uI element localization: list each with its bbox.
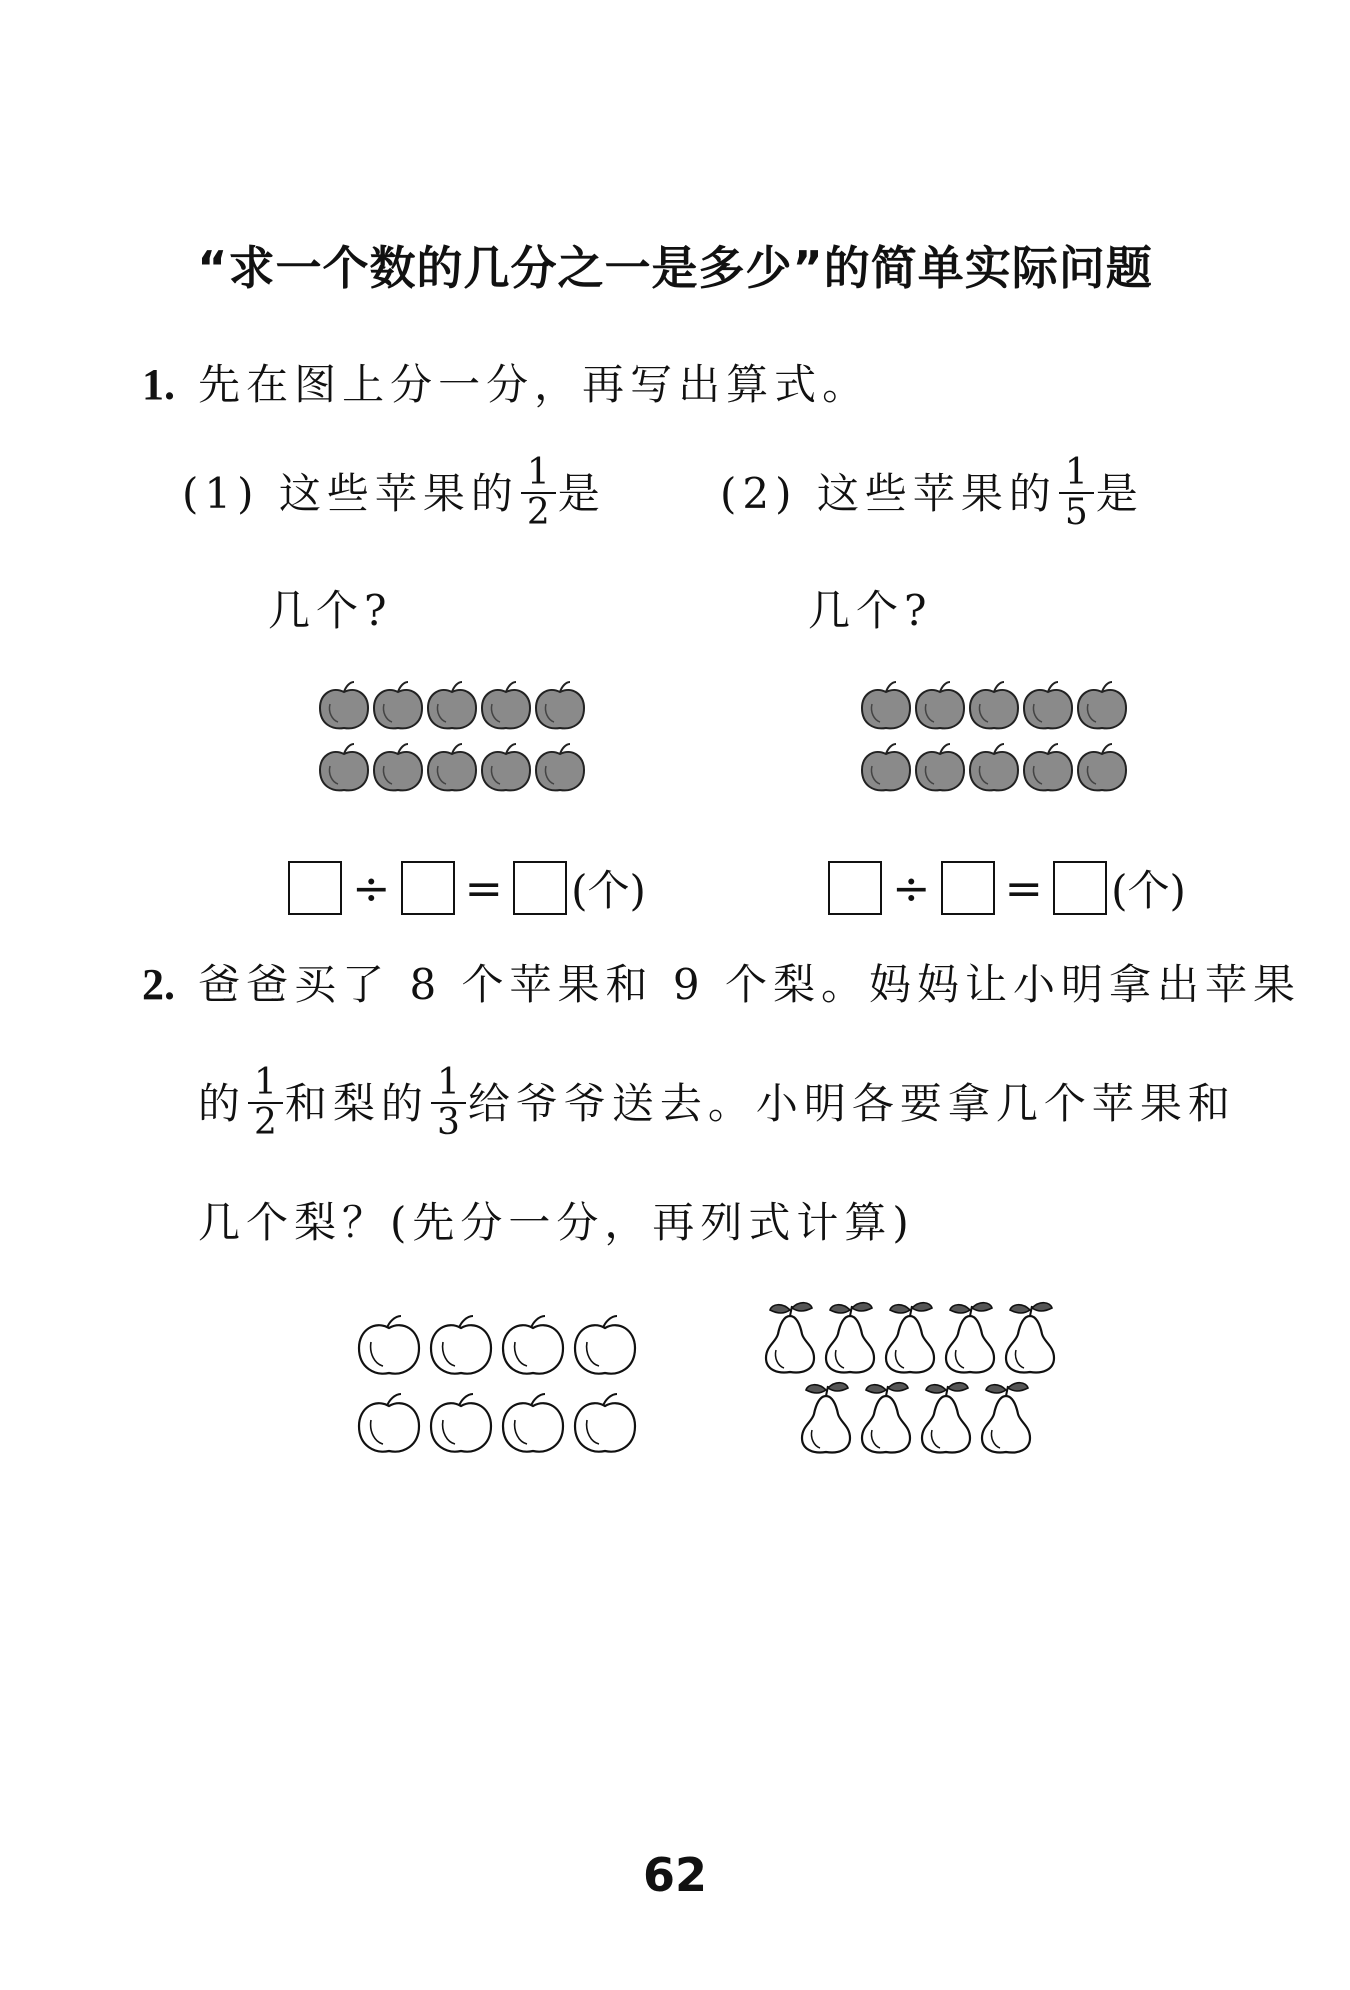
pear-icon bbox=[1006, 1303, 1054, 1373]
fraction-denominator: 5 bbox=[1064, 491, 1088, 533]
unit-label: (个) bbox=[571, 866, 646, 915]
apple-icon bbox=[1078, 682, 1126, 728]
apple-icon bbox=[482, 682, 530, 728]
unit-label: (个) bbox=[1111, 866, 1186, 915]
q1-part2-prompt bbox=[720, 452, 1144, 536]
apple-icon bbox=[862, 682, 910, 728]
apple-icon bbox=[503, 1316, 563, 1374]
pear-icon bbox=[886, 1303, 934, 1373]
apple-icon bbox=[970, 682, 1018, 728]
apple-icon bbox=[575, 1316, 635, 1374]
apple-icon bbox=[916, 744, 964, 790]
apple-icon bbox=[503, 1394, 563, 1452]
question-1-text: 先在图上分一分，再写出算式。 bbox=[198, 360, 871, 409]
equals-symbol: = bbox=[1004, 861, 1044, 915]
apple-icon bbox=[359, 1316, 419, 1374]
fraction-numerator: 1 bbox=[521, 454, 556, 494]
question-1-header bbox=[142, 352, 870, 412]
question-2-line3: 几个梨？(先分一分，再列式计算) bbox=[198, 1198, 915, 1247]
question-2-number: 2. bbox=[142, 960, 175, 1009]
q2-apples[interactable] bbox=[355, 1312, 655, 1462]
pear-icon bbox=[862, 1383, 910, 1453]
question-1-number: 1. bbox=[142, 360, 175, 409]
q1-part2-text-after: 是 bbox=[1095, 468, 1144, 518]
apple-icon bbox=[916, 682, 964, 728]
apple-icon bbox=[431, 1394, 491, 1452]
q1-part2-apples[interactable] bbox=[860, 678, 1130, 798]
q1-part1-fraction bbox=[521, 454, 556, 532]
apple-icon bbox=[536, 744, 584, 790]
dividend-box[interactable] bbox=[288, 861, 342, 915]
quotient-box[interactable] bbox=[513, 861, 567, 915]
q1-part1-prompt bbox=[182, 452, 606, 536]
fraction-numerator: 1 bbox=[1059, 454, 1094, 494]
apple-icon bbox=[320, 744, 368, 790]
divide-symbol: ÷ bbox=[892, 861, 931, 915]
apple-icon bbox=[970, 744, 1018, 790]
q2-fraction-apples bbox=[248, 1064, 283, 1142]
q1-part1-label: (1) bbox=[182, 468, 260, 518]
divisor-box[interactable] bbox=[401, 861, 455, 915]
q2-line2-a: 的 bbox=[198, 1078, 247, 1128]
pear-icon bbox=[946, 1303, 994, 1373]
apple-icon bbox=[1024, 744, 1072, 790]
equals-symbol: = bbox=[464, 861, 504, 915]
apple-icon bbox=[428, 744, 476, 790]
apple-icon bbox=[359, 1394, 419, 1452]
q2-fraction-pears bbox=[431, 1064, 466, 1142]
fraction-denominator: 2 bbox=[254, 1101, 277, 1143]
apple-icon bbox=[862, 744, 910, 790]
q1-part2-line2: 几个? bbox=[808, 586, 933, 635]
apple-icon bbox=[374, 682, 422, 728]
apple-icon bbox=[320, 682, 368, 728]
fraction-numerator: 1 bbox=[431, 1064, 466, 1104]
pear-icon bbox=[766, 1303, 814, 1373]
apple-icon bbox=[575, 1394, 635, 1452]
pear-icon bbox=[982, 1383, 1030, 1453]
apple-icon bbox=[536, 682, 584, 728]
apple-icon bbox=[374, 744, 422, 790]
q1-part2-label: (2) bbox=[720, 468, 798, 518]
fraction-denominator: 2 bbox=[526, 491, 550, 533]
apple-icon bbox=[428, 682, 476, 728]
q2-line2-c: 给爷爷送去。小明各要拿几个苹果和 bbox=[467, 1078, 1236, 1128]
q1-part1-text-after: 是 bbox=[557, 468, 606, 518]
divide-symbol: ÷ bbox=[352, 861, 391, 915]
fraction-denominator: 3 bbox=[436, 1101, 460, 1143]
q2-line2-b: 和梨的 bbox=[284, 1078, 429, 1128]
apple-icon bbox=[431, 1316, 491, 1374]
question-2-line2 bbox=[198, 1062, 1236, 1146]
pear-icon bbox=[802, 1383, 850, 1453]
fraction-numerator: 1 bbox=[248, 1064, 283, 1104]
pear-icon bbox=[922, 1383, 970, 1453]
q1-part1-apples[interactable] bbox=[318, 678, 588, 798]
quotient-box[interactable] bbox=[1053, 861, 1107, 915]
dividend-box[interactable] bbox=[828, 861, 882, 915]
q1-part2-text-before: 这些苹果的 bbox=[816, 468, 1057, 518]
divisor-box[interactable] bbox=[941, 861, 995, 915]
q1-part2-fraction bbox=[1059, 454, 1094, 532]
q1-part1-equation bbox=[288, 858, 646, 918]
q2-pears[interactable] bbox=[760, 1288, 1080, 1468]
apple-icon bbox=[1078, 744, 1126, 790]
apple-icon bbox=[1024, 682, 1072, 728]
q1-part1-line2: 几个? bbox=[268, 586, 393, 635]
question-2-text-line1: 爸爸买了 8 个苹果和 9 个梨。妈妈让小明拿出苹果 bbox=[198, 960, 1301, 1009]
apple-icon bbox=[482, 744, 530, 790]
pear-icon bbox=[826, 1303, 874, 1373]
page-title: “求一个数的几分之一是多少”的简单实际问题 bbox=[197, 241, 1153, 295]
q1-part1-text-before: 这些苹果的 bbox=[278, 468, 519, 518]
page-number: 62 bbox=[642, 1848, 707, 1902]
q1-part2-equation bbox=[828, 858, 1186, 918]
question-2-line1 bbox=[142, 952, 1301, 1012]
